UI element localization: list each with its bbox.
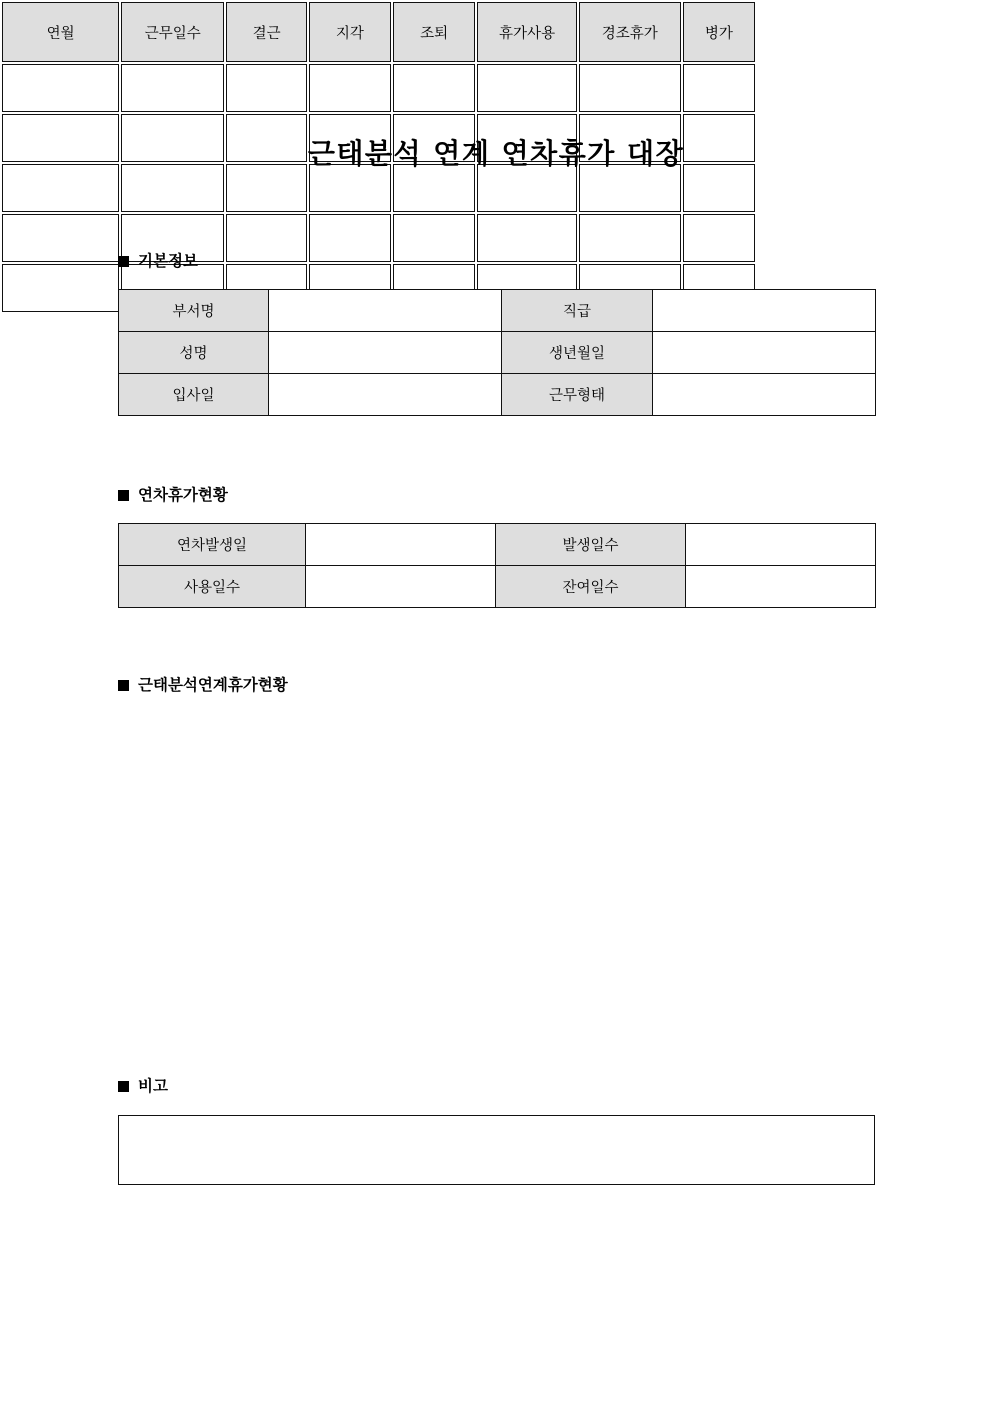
section-heading-attendance-linked-leave-label: 근태분석연계휴가현황 bbox=[138, 676, 288, 694]
cell-early-leave[interactable] bbox=[393, 64, 476, 112]
field-value-hire-date[interactable] bbox=[269, 374, 502, 416]
field-value-position[interactable] bbox=[653, 290, 876, 332]
square-bullet-icon bbox=[118, 256, 129, 267]
field-value-used-days[interactable] bbox=[306, 566, 496, 608]
square-bullet-icon bbox=[118, 1081, 129, 1092]
section-heading-basic-info bbox=[118, 251, 198, 271]
field-label-department: 부서명 bbox=[119, 290, 269, 332]
table-row bbox=[119, 524, 876, 566]
square-bullet-icon bbox=[118, 680, 129, 691]
remarks-textarea[interactable] bbox=[118, 1115, 875, 1185]
field-label-position: 직급 bbox=[502, 290, 653, 332]
table-row bbox=[119, 290, 876, 332]
cell-absence[interactable] bbox=[226, 214, 307, 262]
column-header-tardiness: 지각 bbox=[309, 2, 391, 62]
cell-family-event-leave[interactable] bbox=[579, 64, 681, 112]
page-title: 근태분석 연계 연차휴가 대장 bbox=[307, 137, 685, 170]
basic-info-table bbox=[118, 289, 876, 416]
field-value-department[interactable] bbox=[269, 290, 502, 332]
cell-year-month[interactable] bbox=[2, 64, 119, 112]
cell-sick-leave[interactable] bbox=[683, 214, 755, 262]
field-value-accrued-days[interactable] bbox=[686, 524, 876, 566]
cell-sick-leave[interactable] bbox=[683, 64, 755, 112]
table-row bbox=[2, 64, 755, 112]
table-row bbox=[119, 566, 876, 608]
column-header-absence: 결근 bbox=[226, 2, 307, 62]
cell-leave-used[interactable] bbox=[477, 64, 576, 112]
cell-tardiness[interactable] bbox=[309, 64, 391, 112]
cell-absence[interactable] bbox=[226, 64, 307, 112]
column-header-sick-leave: 병가 bbox=[683, 2, 755, 62]
column-header-leave-used: 휴가사용 bbox=[477, 2, 576, 62]
table-row bbox=[119, 374, 876, 416]
field-value-name[interactable] bbox=[269, 332, 502, 374]
cell-year-month[interactable] bbox=[2, 264, 119, 312]
cell-early-leave[interactable] bbox=[393, 214, 476, 262]
annual-leave-table bbox=[118, 523, 876, 608]
column-header-year-month: 연월 bbox=[2, 2, 119, 62]
column-header-early-leave: 조퇴 bbox=[393, 2, 476, 62]
section-heading-remarks-label: 비고 bbox=[138, 1077, 168, 1095]
table-row bbox=[2, 214, 755, 262]
table-row bbox=[119, 332, 876, 374]
field-label-accrual-date: 연차발생일 bbox=[119, 524, 306, 566]
table-header-row bbox=[2, 2, 755, 62]
field-value-remaining-days[interactable] bbox=[686, 566, 876, 608]
cell-year-month[interactable] bbox=[2, 214, 119, 262]
section-heading-attendance-linked-leave bbox=[118, 675, 288, 695]
square-bullet-icon bbox=[118, 490, 129, 501]
section-heading-remarks bbox=[118, 1076, 168, 1096]
field-value-accrual-date[interactable] bbox=[306, 524, 496, 566]
cell-tardiness[interactable] bbox=[309, 214, 391, 262]
field-label-name: 성명 bbox=[119, 332, 269, 374]
field-label-hire-date: 입사일 bbox=[119, 374, 269, 416]
cell-leave-used[interactable] bbox=[477, 214, 576, 262]
column-header-family-event-leave: 경조휴가 bbox=[579, 2, 681, 62]
field-label-remaining-days: 잔여일수 bbox=[496, 566, 686, 608]
field-label-work-type: 근무형태 bbox=[502, 374, 653, 416]
field-label-accrued-days: 발생일수 bbox=[496, 524, 686, 566]
cell-work-days[interactable] bbox=[121, 64, 224, 112]
section-heading-annual-leave bbox=[118, 485, 228, 505]
field-label-used-days: 사용일수 bbox=[119, 566, 306, 608]
section-heading-basic-info-label: 기본정보 bbox=[138, 252, 198, 270]
field-label-birthdate: 생년월일 bbox=[502, 332, 653, 374]
cell-family-event-leave[interactable] bbox=[579, 214, 681, 262]
field-value-birthdate[interactable] bbox=[653, 332, 876, 374]
column-header-work-days: 근무일수 bbox=[121, 2, 224, 62]
field-value-work-type[interactable] bbox=[653, 374, 876, 416]
section-heading-annual-leave-label: 연차휴가현황 bbox=[138, 486, 228, 504]
